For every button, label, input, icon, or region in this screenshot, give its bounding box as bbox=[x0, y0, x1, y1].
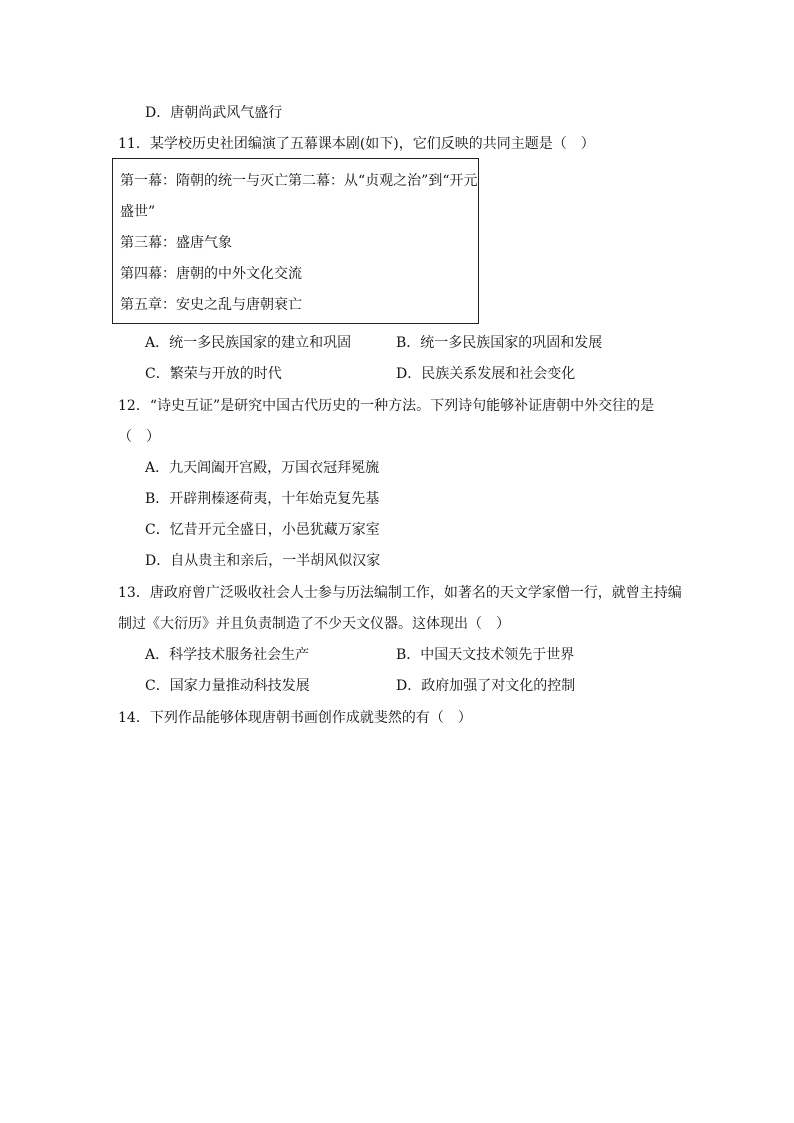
q12-stem-line-1: 12．“诗史互证”是研究中国古代历史的一种方法。下列诗句能够补证唐朝中外交往的是 bbox=[118, 398, 655, 414]
q11-option-a: A．统一多民族国家的建立和巩固 bbox=[145, 335, 352, 351]
q11-option-c: C．繁荣与开放的时代 bbox=[145, 366, 282, 382]
q13-option-b: B．中国天文技术领先于世界 bbox=[396, 647, 575, 663]
q13-stem-line-2: 制过《大衍历》并且负责制造了不少天文仪器。这体现出（ ） bbox=[118, 616, 510, 632]
q11-stem: 11．某学校历史社团编演了五幕课本剧(如下)，它们反映的共同主题是（ ） bbox=[118, 136, 595, 152]
q12-stem-line-2: （ ） bbox=[118, 429, 160, 445]
q14-stem: 14．下列作品能够体现唐朝书画创作成就斐然的有（ ） bbox=[118, 710, 472, 726]
q11-box-line-4: 第四幕：唐朝的中外文化交流 bbox=[120, 266, 302, 282]
q12-option-c: C．忆昔开元全盛日，小邑犹藏万家室 bbox=[145, 522, 380, 538]
q11-option-d: D．民族关系发展和社会变化 bbox=[396, 366, 576, 382]
q10-option-d: D．唐朝尚武风气盛行 bbox=[145, 105, 283, 121]
q12-option-a: A．九天阊阖开宫殿，万国衣冠拜冕旒 bbox=[145, 460, 380, 476]
q11-box-line-1: 第一幕：隋朝的统一与灭亡第二幕：从“贞观之治”到“开元 bbox=[120, 173, 478, 189]
q12-option-b: B．开辟荆榛逐荷夷，十年始克复先基 bbox=[145, 491, 380, 507]
q11-play-box bbox=[112, 158, 479, 324]
q11-box-line-2: 盛世” bbox=[120, 204, 156, 220]
q13-stem-line-1: 13．唐政府曾广泛吸收社会人士参与历法编制工作，如著名的天文学家僧一行，就曾主持编 bbox=[118, 585, 682, 601]
q12-option-d: D．自从贵主和亲后，一半胡风似汉家 bbox=[145, 553, 381, 569]
q13-option-d: D．政府加强了对文化的控制 bbox=[396, 678, 576, 694]
q13-option-a: A．科学技术服务社会生产 bbox=[145, 647, 310, 663]
q11-option-b: B．统一多民族国家的巩固和发展 bbox=[396, 335, 603, 351]
q11-box-line-5: 第五章：安史之乱与唐朝衰亡 bbox=[120, 297, 302, 313]
q13-option-c: C．国家力量推动科技发展 bbox=[145, 678, 310, 694]
q11-box-line-3: 第三幕：盛唐气象 bbox=[120, 235, 232, 251]
